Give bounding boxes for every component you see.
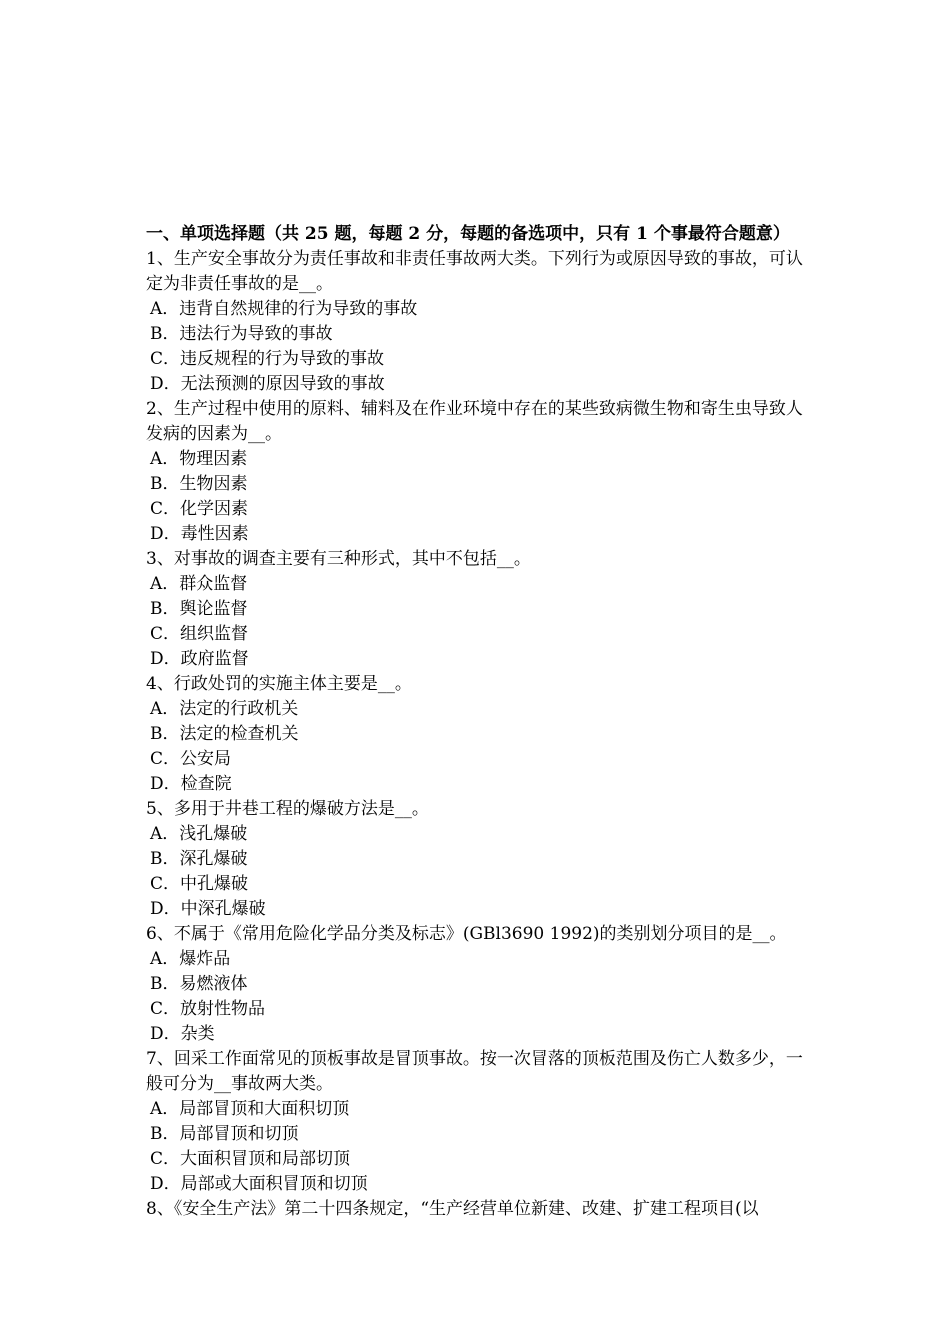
option-d: D．政府监督 — [150, 649, 249, 669]
question-text: 2、生产过程中使用的原料、辅料及在作业环境中存在的某些致病微生物和寄生虫导致人发病的因素为__。 — [146, 399, 803, 444]
option-d: D．无法预测的原因导致的事故 — [150, 374, 385, 394]
question-text: 5、多用于井巷工程的爆破方法是__。 — [146, 799, 429, 819]
option-c: C．违反规程的行为导致的事故 — [150, 349, 385, 369]
option-c: C．公安局 — [150, 749, 232, 769]
option-d: D．检查院 — [150, 774, 232, 794]
question-5 — [146, 797, 826, 922]
option-a: A．违背自然规律的行为导致的事故 — [150, 299, 418, 319]
option-a: A．物理因素 — [150, 449, 248, 469]
option-b: B．舆论监督 — [150, 599, 248, 619]
option-a: A．局部冒顶和大面积切顶 — [150, 1099, 350, 1119]
question-text: 8、《安全生产法》第二十四条规定，“生产经营单位新建、改建、扩建工程项目(以 — [146, 1199, 759, 1219]
question-text: 3、对事故的调查主要有三种形式，其中不包括__。 — [146, 549, 531, 569]
option-a: A．爆炸品 — [150, 949, 231, 969]
option-b: B．深孔爆破 — [150, 849, 248, 869]
question-3 — [146, 547, 826, 672]
option-d: D．局部或大面积冒顶和切顶 — [150, 1174, 368, 1194]
option-d: D．毒性因素 — [150, 524, 249, 544]
question-text: 6、不属于《常用危险化学品分类及标志》(GBl3690 1992)的类别划分项目的是__。 — [146, 924, 787, 944]
option-a: A．法定的行政机关 — [150, 699, 299, 719]
document-content — [146, 222, 826, 1222]
option-c: C．化学因素 — [150, 499, 249, 519]
question-8 — [146, 1197, 826, 1222]
option-b: B．易燃液体 — [150, 974, 248, 994]
option-b: B．生物因素 — [150, 474, 248, 494]
option-b: B．违法行为导致的事故 — [150, 324, 333, 344]
option-c: C．放射性物品 — [150, 999, 266, 1019]
option-b: B．局部冒顶和切顶 — [150, 1124, 299, 1144]
option-b: B．法定的检查机关 — [150, 724, 299, 744]
option-c: C．中孔爆破 — [150, 874, 249, 894]
option-d: D．杂类 — [150, 1024, 215, 1044]
section-title: 一、单项选择题（共 25 题，每题 2 分，每题的备选项中，只有 1 个事最符合题意） — [146, 224, 790, 244]
option-c: C．大面积冒顶和局部切顶 — [150, 1149, 351, 1169]
question-6 — [146, 922, 826, 1047]
option-c: C．组织监督 — [150, 624, 249, 644]
option-a: A．浅孔爆破 — [150, 824, 248, 844]
question-text: 1、生产安全事故分为责任事故和非责任事故两大类。下列行为或原因导致的事故，可认定为非责任事故的是__。 — [146, 249, 803, 294]
question-text: 7、回采工作面常见的顶板事故是冒顶事故。按一次冒落的顶板范围及伤亡人数多少，一般可分为__事故两大类。 — [146, 1049, 803, 1094]
question-4 — [146, 672, 826, 797]
option-d: D．中深孔爆破 — [150, 899, 266, 919]
question-2 — [146, 397, 826, 547]
question-text: 4、行政处罚的实施主体主要是__。 — [146, 674, 412, 694]
question-7 — [146, 1047, 826, 1197]
option-a: A．群众监督 — [150, 574, 248, 594]
question-1 — [146, 247, 826, 397]
